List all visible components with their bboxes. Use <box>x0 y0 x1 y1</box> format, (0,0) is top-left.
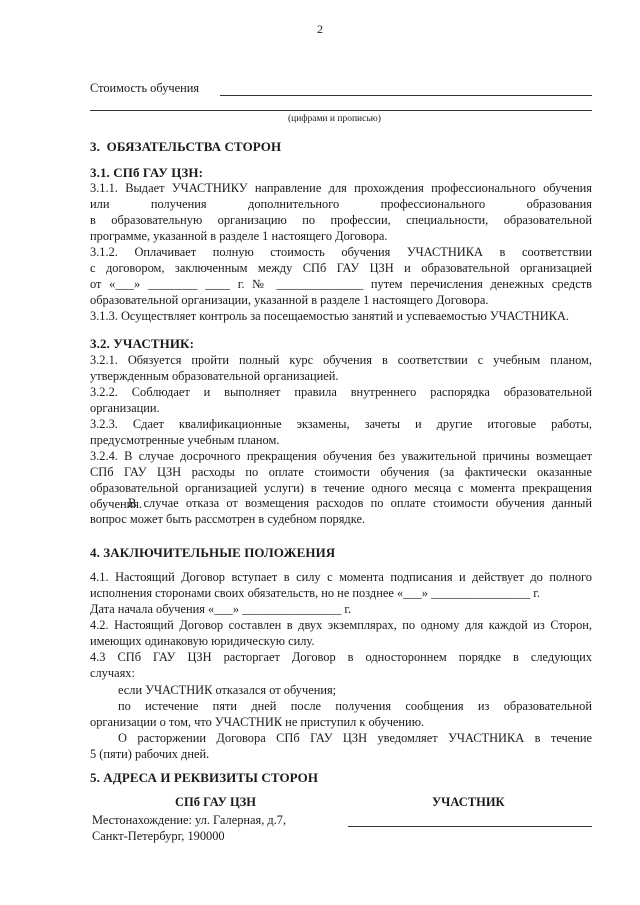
section-4-heading: 4. ЗАКЛЮЧИТЕЛЬНЫЕ ПОЛОЖЕНИЯ <box>90 545 336 560</box>
p42-line1: 4.2. Настоящий Договор составлен в двух экземплярах, по одному для каждой из Сторон, <box>90 618 592 632</box>
party-1-title: СПб ГАУ ЦЗН <box>175 795 256 809</box>
p322-line1: 3.2.2. Соблюдает и выполняет правила внутреннего распорядка образовательной <box>90 385 592 399</box>
p321-line2: утвержденным образовательной организацией. <box>90 369 339 383</box>
cost-second-line <box>90 110 592 111</box>
p324-line2: СПб ГАУ ЦЗН расходы по оплате стоимости обучения (за фактически оказанные <box>90 465 592 479</box>
p42-line2: имеющих одинаковую юридическую силу. <box>90 634 315 648</box>
p312-line3: от «___» ________ ____ г. № ______________ путем перечисления денежных средств <box>90 277 592 291</box>
p321-line1: 3.2.1. Обязуется пройти полный курс обучения в соответствии с учебным планом, <box>90 353 592 367</box>
p313-line: 3.1.3. Осуществляет контроль за посещаемостью занятий и успеваемостью УЧАСТНИКА. <box>90 309 570 323</box>
p41-line2: исполнения сторонами своих обязательств, но не позднее «___» ________________ г. <box>90 586 541 600</box>
p324-line4: обучения. <box>90 497 143 511</box>
p41-line1: 4.1. Настоящий Договор вступает в силу с момента подписания и действует до полного <box>90 570 592 584</box>
p312-line2: с договором, заключенным между СПб ГАУ ЦЗН и образовательной организацией <box>90 261 592 275</box>
p324-line3: образовательной организацией услуги) в течение одного месяца с момента прекращения <box>90 481 592 495</box>
p323-line2: предусмотренные учебным планом. <box>90 433 280 447</box>
section-3-1-heading: 3.1. СПб ГАУ ЦЗН: <box>90 165 204 180</box>
party-2-title: УЧАСТНИК <box>432 795 505 809</box>
party-1-address-line2: Санкт-Петербург, 190000 <box>92 829 225 843</box>
p43-line6: О расторжении Договора СПб ГАУ ЦЗН уведомляет УЧАСТНИКА в течение <box>118 731 592 745</box>
p43-line4: по истечение пяти дней после получения сообщения из образовательной <box>118 699 592 713</box>
p43-line5: организации о том, что УЧАСТНИК не приступил к обучению. <box>90 715 425 729</box>
p324b-line1: В случае отказа от возмещения расходов по оплате стоимости обучения данный <box>128 496 592 510</box>
p322-line2: организации. <box>90 401 160 415</box>
p311-line2: или получения дополнительного профессионального образования <box>90 197 592 211</box>
p312-line4: образовательной организации, указанной в разделе 1 настоящего Договора. <box>90 293 489 307</box>
p311-line1: 3.1.1. Выдает УЧАСТНИКУ направление для прохождения профессионального обучения <box>90 181 592 195</box>
section-3-2-heading: 3.2. УЧАСТНИК: <box>90 336 195 351</box>
p41-line3: Дата начала обучения «___» ________________ г. <box>90 602 352 616</box>
cost-caption: (цифрами и прописью) <box>288 114 381 124</box>
p43-line3: если УЧАСТНИК отказался от обучения; <box>118 683 337 697</box>
party-1-address-line1: Местонахождение: ул. Галерная, д.7, <box>92 813 287 827</box>
p43-line2: случаях: <box>90 666 135 680</box>
p323-line1: 3.2.3. Сдает квалификационные экзамены, зачеты и другие итоговые работы, <box>90 417 592 431</box>
p324b-line2: вопрос может быть рассмотрен в судебном порядке. <box>90 512 366 526</box>
section-3-heading: 3. ОБЯЗАТЕЛЬСТВА СТОРОН <box>90 139 282 154</box>
p43-line7: 5 (пяти) рабочих дней. <box>90 747 210 761</box>
cost-label: Стоимость обучения <box>90 81 200 95</box>
party-2-signature-line <box>348 826 592 827</box>
p311-line3: в образовательную организацию по профессии, специальности, образовательной <box>90 213 592 227</box>
p311-line4: программе, указанной в разделе 1 настоящего Договора. <box>90 229 388 243</box>
cost-fill-line <box>220 95 592 96</box>
page-number: 2 <box>317 22 323 36</box>
p312-line1: 3.1.2. Оплачивает полную стоимость обучения УЧАСТНИКА в соответствии <box>90 245 592 259</box>
p43-line1: 4.3 СПб ГАУ ЦЗН расторгает Договор в одностороннем порядке в следующих <box>90 650 592 664</box>
p324-line1: 3.2.4. В случае досрочного прекращения обучения без уважительной причины возмещает <box>90 449 592 463</box>
section-5-heading: 5. АДРЕСА И РЕКВИЗИТЫ СТОРОН <box>90 770 319 785</box>
